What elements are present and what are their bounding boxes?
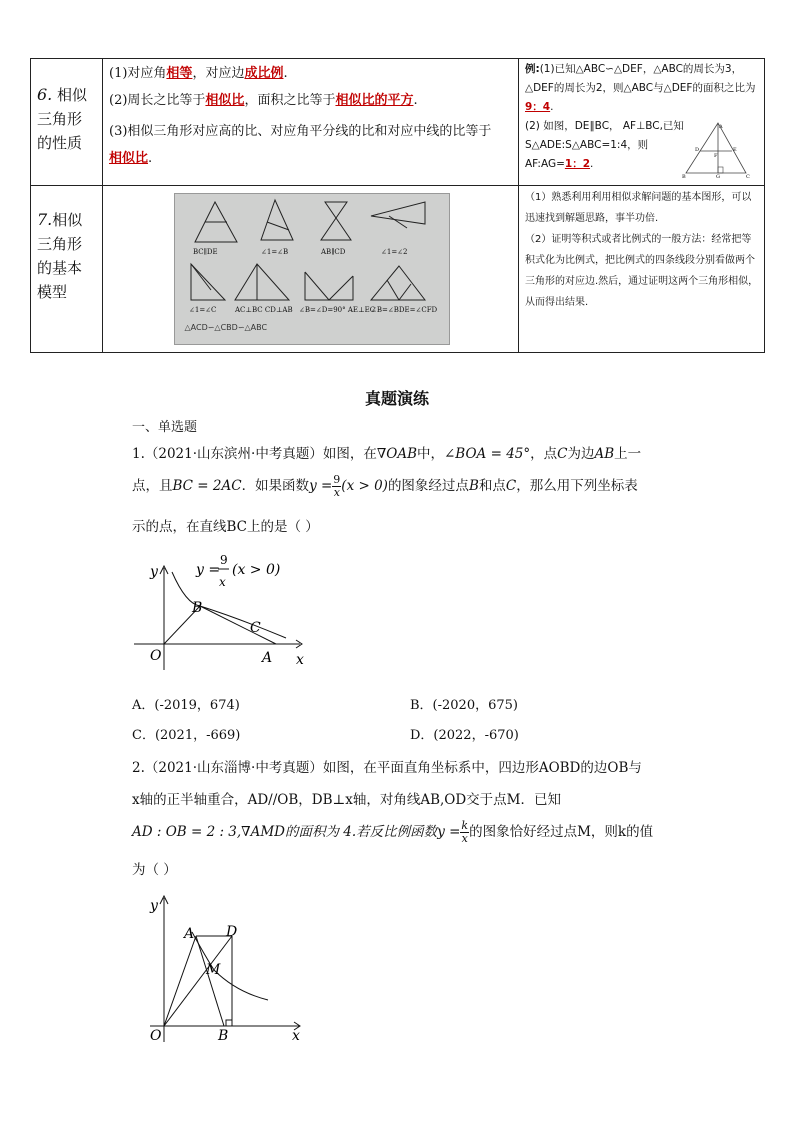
point-label: A	[262, 650, 273, 666]
section-title: 真题演练	[364, 389, 429, 408]
point-label: M	[206, 962, 221, 978]
q2-line	[132, 820, 653, 845]
text: (3)相似三角形对应高的比、对应角平分线的比和对应中线的比等于	[109, 124, 492, 139]
text: 1.（2021·山东滨州·中考真题）如图，在	[132, 446, 377, 462]
text: ．如果函数	[241, 478, 310, 494]
text: 为边	[567, 446, 595, 462]
knowledge-table	[30, 58, 765, 353]
fig-label: G	[716, 174, 720, 179]
math: C	[557, 446, 568, 462]
highlight: 相等	[166, 66, 193, 81]
row-label	[31, 186, 103, 353]
math: y =	[309, 478, 333, 494]
axis-label: y	[150, 898, 158, 914]
q1-line	[132, 442, 641, 462]
highlight: 相似比的平方	[335, 93, 414, 108]
example-label: 例:	[525, 63, 540, 75]
highlight: 成比例	[244, 66, 284, 81]
tip-text: （1）熟悉利用利用相似求解问题的基本图形，可以迅速找到解题思路，事半功倍.	[525, 192, 752, 224]
math: C	[505, 478, 517, 494]
row-number: 7.	[37, 210, 53, 229]
math: ∠BOA = 45°	[444, 446, 531, 462]
math: BC = 2AC	[172, 478, 242, 494]
model-caption: ∠B=∠D=90° AE⊥EC	[298, 306, 375, 314]
fig-label: D	[695, 147, 700, 153]
q2-graph	[140, 892, 310, 1048]
example-text	[525, 117, 685, 174]
fig-label: B	[682, 174, 686, 179]
denominator: x	[333, 486, 340, 499]
text: 和点	[478, 478, 506, 494]
row-label	[31, 59, 103, 186]
model-caption: BC∥DE	[192, 248, 218, 256]
text: (2) 如图，DE∥BC， AF⊥BC,已知S△ADE:S△ABC=1:4，则AF:AG=	[525, 120, 684, 170]
tip-cell	[519, 186, 765, 353]
content-line	[109, 60, 514, 87]
formula-num: 9	[220, 553, 228, 567]
text: 上一	[614, 446, 642, 462]
q1-line: 示的点，在直线BC上的是（ ）	[132, 519, 319, 535]
formula-cond: (x > 0)	[232, 562, 281, 578]
q2-line: 为（ ）	[132, 862, 177, 878]
table-row	[31, 186, 765, 353]
point-label: B	[218, 1028, 229, 1044]
basic-model-photo	[174, 193, 450, 345]
text: ，点	[530, 446, 558, 462]
choice-d[interactable]: D．(2022，-670)	[410, 728, 519, 743]
text: AD : OB = 2 : 3,∇AMD的面积为 4.若反比例函数	[132, 824, 438, 840]
q2-line: x轴的正半轴重合，AD//OB，DB⊥x轴，对角线AB,OD交于点M．已知	[132, 792, 562, 808]
choice-b[interactable]: B．(-2020，675)	[410, 698, 518, 713]
row-content	[103, 59, 519, 186]
model-caption: AB∥CD	[320, 248, 345, 256]
text: .	[283, 66, 288, 81]
text: ，面积之比等于	[244, 93, 336, 108]
fig-label: F	[714, 153, 718, 159]
text: (2)周长之比等于	[109, 93, 206, 108]
choice-a[interactable]: A．(-2019，674)	[132, 698, 240, 713]
text: .	[590, 158, 594, 170]
model-caption: ∠1=∠C	[188, 306, 216, 314]
highlight: 相似比	[109, 151, 149, 166]
text: 的图象恰好经过点M，则k的值	[469, 824, 654, 840]
highlight: 相似比	[205, 93, 245, 108]
point-label: C	[250, 620, 261, 636]
fraction	[460, 820, 469, 845]
text: .	[550, 101, 554, 113]
fig-label: A	[719, 124, 723, 130]
formula: y =	[196, 562, 221, 578]
point-label: O	[150, 1028, 162, 1044]
photo-note: △ACD∽△CBD∽△ABC	[184, 323, 268, 332]
row-title: 相似三角形的基本模型	[37, 211, 83, 301]
denominator: x	[461, 832, 468, 845]
model-caption: ∠1=∠2	[380, 248, 408, 256]
point-label: B	[192, 600, 203, 616]
numerator: k	[461, 819, 469, 832]
q1-line	[132, 474, 638, 499]
axis-label: y	[150, 564, 158, 580]
math: (x > 0)	[341, 478, 388, 494]
example-text	[525, 60, 760, 117]
q1-graph	[128, 548, 312, 674]
text: (1)已知△ABC∽△DEF，△ABC的周长为3，△DEF的周长为2，则△ABC与△DEF的面积之比为	[525, 63, 756, 94]
tip-text: （2）证明等积式或者比例式的一般方法：经常把等积式化为比例式，把比例式的四条线段分别看做两个三角形的对应边.然后，通过证明这两个三角形相似，从而得出结果.	[525, 234, 759, 308]
content-line	[109, 87, 514, 114]
table-row	[31, 59, 765, 186]
example-cell	[519, 59, 765, 186]
content-line	[109, 118, 514, 145]
formula-den: x	[219, 575, 226, 589]
answer: 9：4	[525, 101, 551, 113]
content-line	[109, 145, 514, 172]
row-title: 相似三角形的性质	[37, 86, 88, 152]
numerator: 9	[333, 473, 341, 486]
model-caption: ∠B=∠BDE=∠CFD	[370, 306, 437, 314]
fig-label: C	[746, 174, 750, 179]
math: B	[468, 478, 479, 494]
point-label: D	[226, 924, 238, 940]
point-label: O	[150, 648, 162, 664]
answer: 1：2	[564, 158, 591, 170]
similar-triangle-figure	[680, 121, 752, 179]
fraction	[332, 474, 341, 499]
text: 点，且	[132, 478, 173, 494]
row-content	[103, 186, 519, 353]
fig-label: E	[733, 147, 737, 153]
point-label: A	[184, 926, 195, 942]
text: (1)对应角	[109, 66, 167, 81]
model-caption: AC⊥BC CD⊥AB	[234, 306, 293, 314]
axis-label: x	[296, 652, 304, 668]
text: ，那么用下列坐标表	[516, 478, 638, 494]
math: AB	[594, 446, 615, 462]
math: y =	[437, 824, 461, 840]
question-type: 一、单选题	[132, 420, 198, 435]
text: 的图象经过点	[387, 478, 469, 494]
choice-c[interactable]: C．(2021，-669)	[132, 728, 241, 743]
text: .	[148, 151, 153, 166]
row-number: 6.	[37, 85, 53, 104]
q2-line: 2.（2021·山东淄博·中考真题）如图，在平面直角坐标系中，四边形AOBD的边OB与	[132, 760, 642, 776]
model-caption: ∠1=∠B	[260, 248, 288, 256]
text: ，对应边	[192, 66, 245, 81]
axis-label: x	[292, 1028, 300, 1044]
text: .	[413, 93, 418, 108]
text: 中，	[417, 446, 444, 462]
math: ∇OAB	[376, 446, 417, 462]
